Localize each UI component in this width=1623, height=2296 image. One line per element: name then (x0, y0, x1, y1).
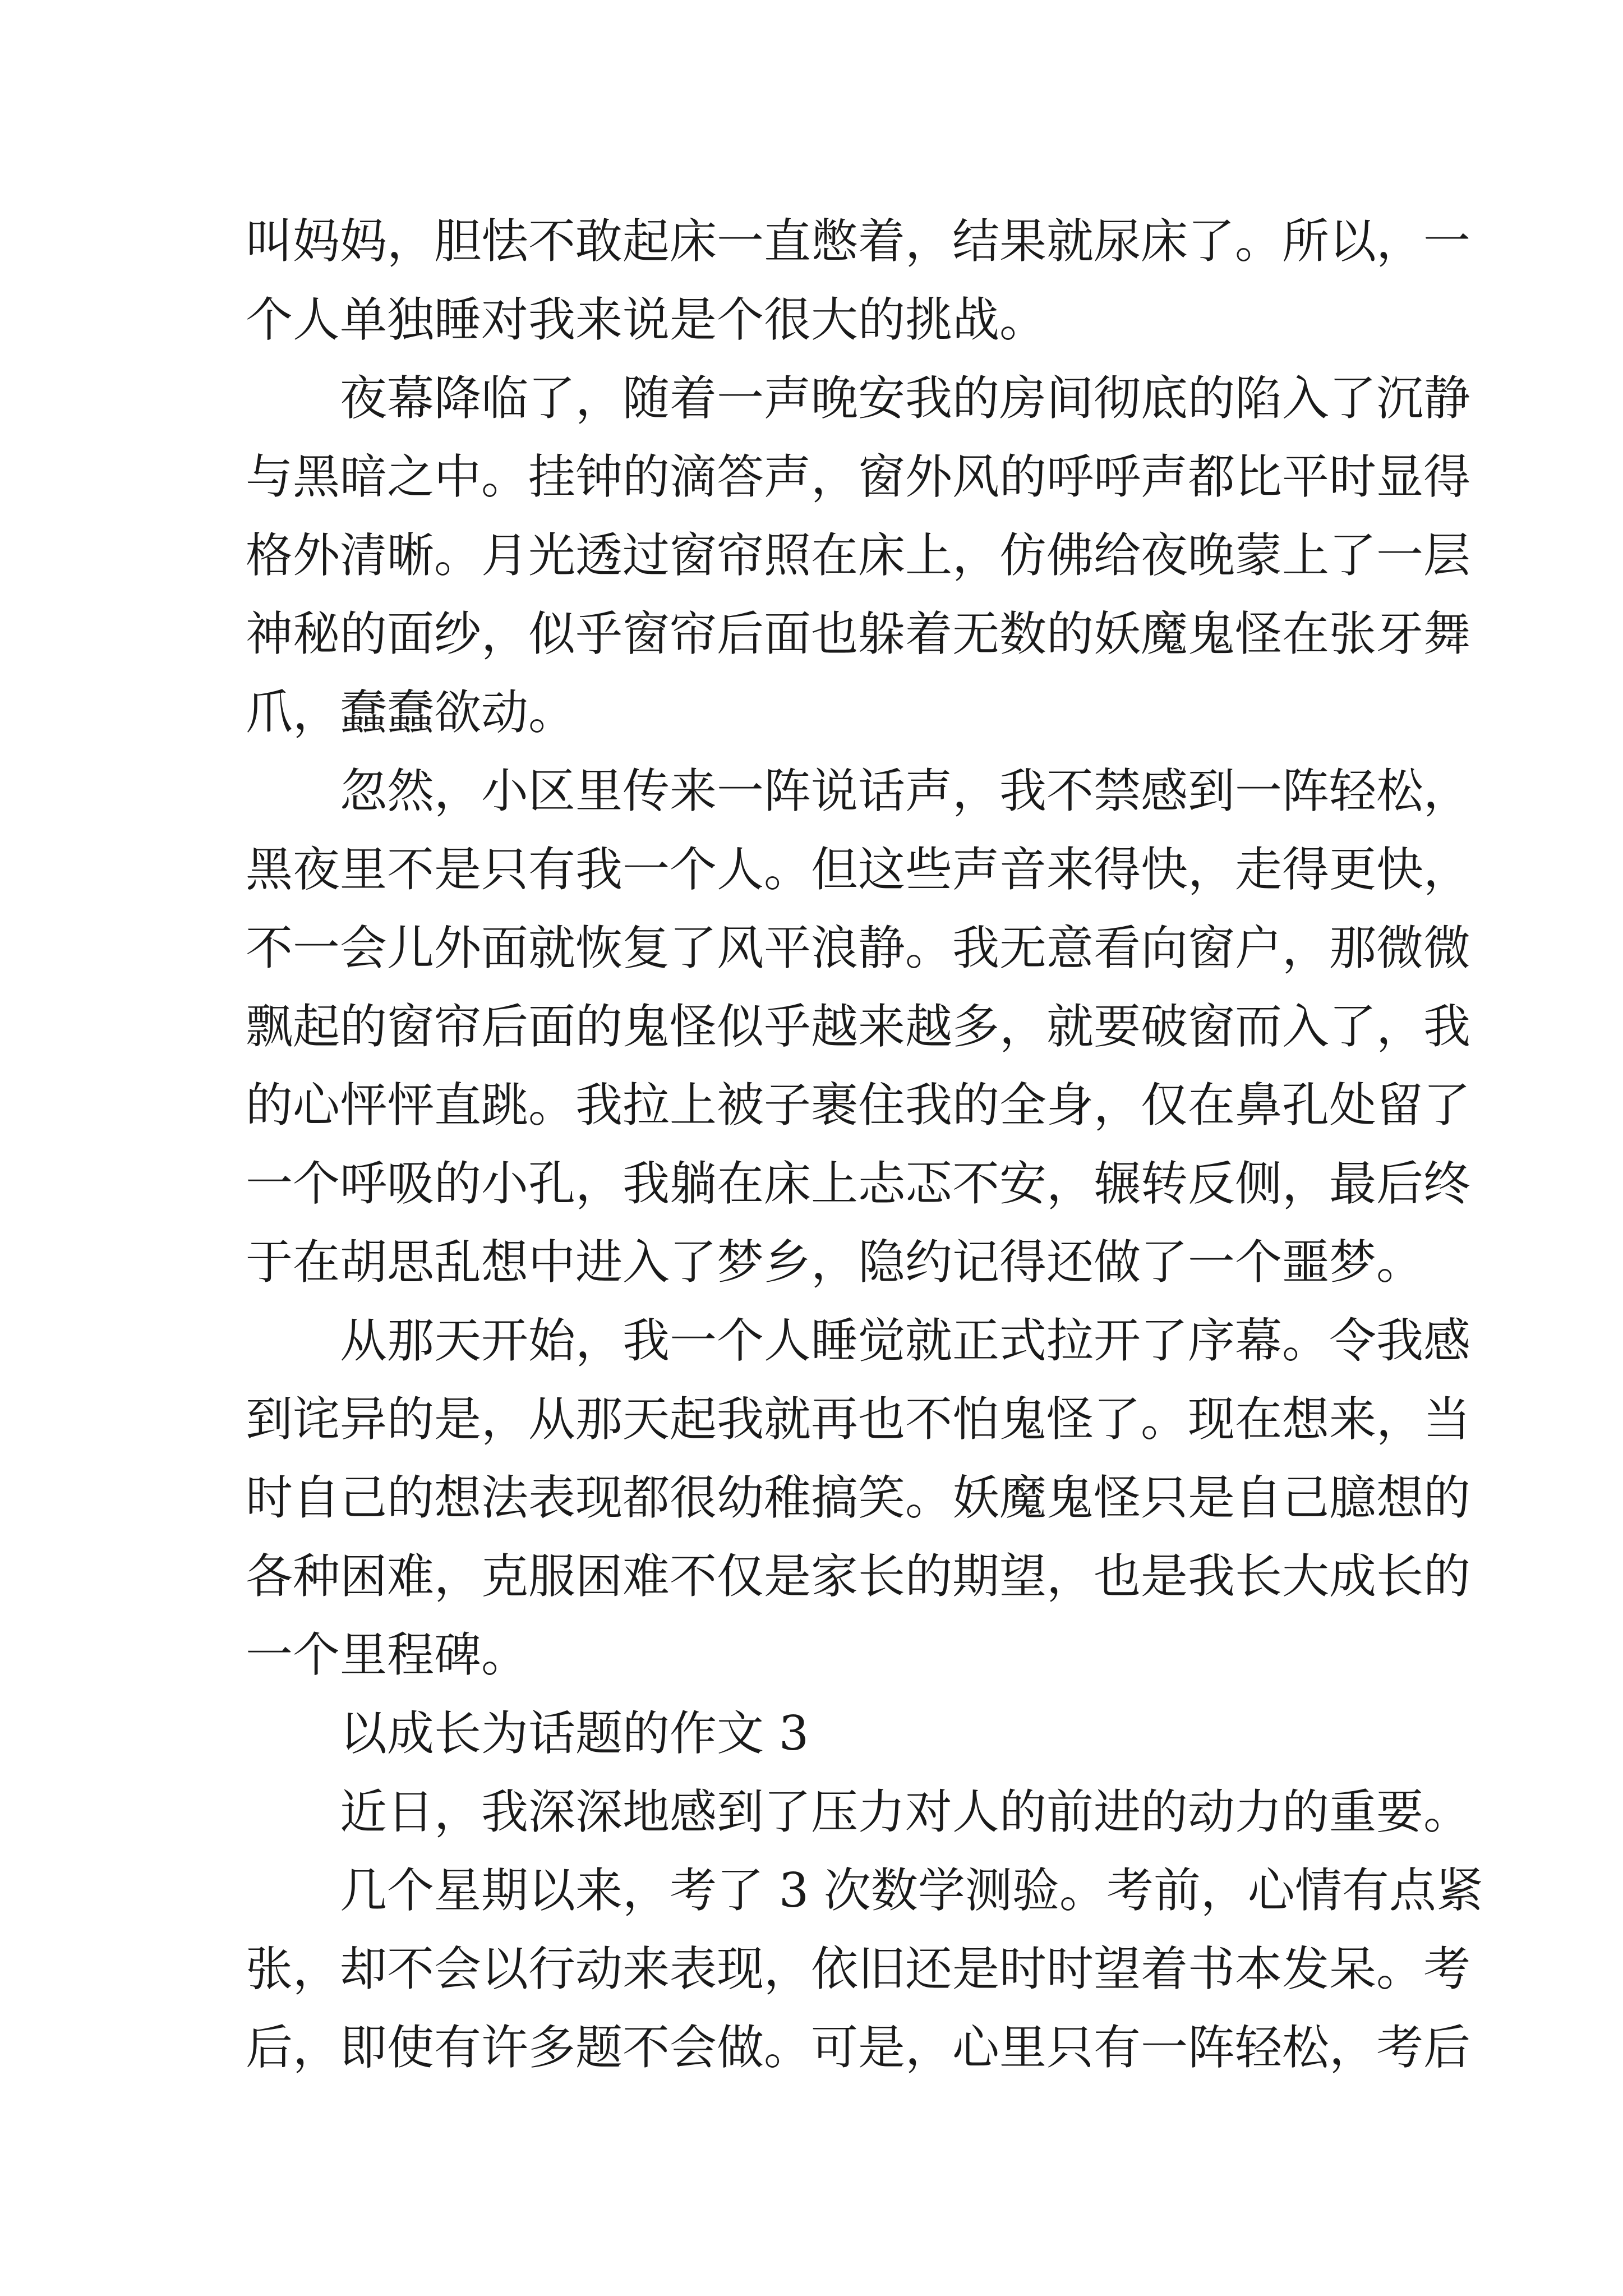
section-heading: 以成长为话题的作文 3 (340, 1706, 809, 1761)
text-line: 于在胡思乱想中进入了梦乡，隐约记得还做了一个噩梦。 (246, 1235, 1424, 1290)
text-line: 的心怦怦直跳。我拉上被子裹住我的全身，仅在鼻孔处留了 (246, 1078, 1471, 1133)
paragraph-start-line: 忽然，小区里传来一阵说话声，我不禁感到一阵轻松， (340, 763, 1471, 818)
text-line: 各种困难，克服困难不仅是家长的期望，也是我长大成长的 (246, 1549, 1471, 1604)
text-line: 黑夜里不是只有我一个人。但这些声音来得快，走得更快， (246, 842, 1471, 897)
text-line: 不一会儿外面就恢复了风平浪静。我无意看向窗户，那微微 (246, 921, 1471, 976)
document-body (246, 202, 1483, 2087)
text-line: 叫妈妈，胆怯不敢起床一直憋着，结果就尿床了。所以，一 (246, 214, 1471, 269)
paragraph-start-line: 从那天开始，我一个人睡觉就正式拉开了序幕。令我感 (340, 1313, 1471, 1368)
paragraph-start-line: 近日，我深深地感到了压力对人的前进的动力的重要。 (340, 1784, 1471, 1839)
text-line: 神秘的面纱，似乎窗帘后面也躲着无数的妖魔鬼怪在张牙舞 (246, 606, 1471, 661)
text-line: 到诧异的是，从那天起我就再也不怕鬼怪了。现在想来，当 (246, 1392, 1471, 1447)
text-line: 时自己的想法表现都很幼稚搞笑。妖魔鬼怪只是自己臆想的 (246, 1470, 1471, 1525)
text-line: 个人单独睡对我来说是个很大的挑战。 (246, 292, 1047, 347)
text-line: 张，却不会以行动来表现，依旧还是时时望着书本发呆。考 (246, 1941, 1471, 1996)
text-line: 格外清晰。月光透过窗帘照在床上，仿佛给夜晚蒙上了一层 (246, 528, 1471, 583)
text-line: 与黑暗之中。挂钟的滴答声，窗外风的呼呼声都比平时显得 (246, 449, 1471, 504)
text-line: 后，即使有许多题不会做。可是，心里只有一阵轻松，考后 (246, 2020, 1471, 2075)
paragraph-start-line: 几个星期以来，考了 3 次数学测验。考前，心情有点紧 (340, 1863, 1483, 1918)
text-line: 一个里程碑。 (246, 1627, 529, 1682)
text-line: 爪，蠢蠢欲动。 (246, 685, 576, 740)
paragraph-start-line: 夜幕降临了，随着一声晚安我的房间彻底的陷入了沉静 (340, 371, 1471, 426)
text-line: 飘起的窗帘后面的鬼怪似乎越来越多，就要破窗而入了，我 (246, 999, 1471, 1054)
text-line: 一个呼吸的小孔，我躺在床上忐忑不安，辗转反侧，最后终 (246, 1156, 1471, 1211)
